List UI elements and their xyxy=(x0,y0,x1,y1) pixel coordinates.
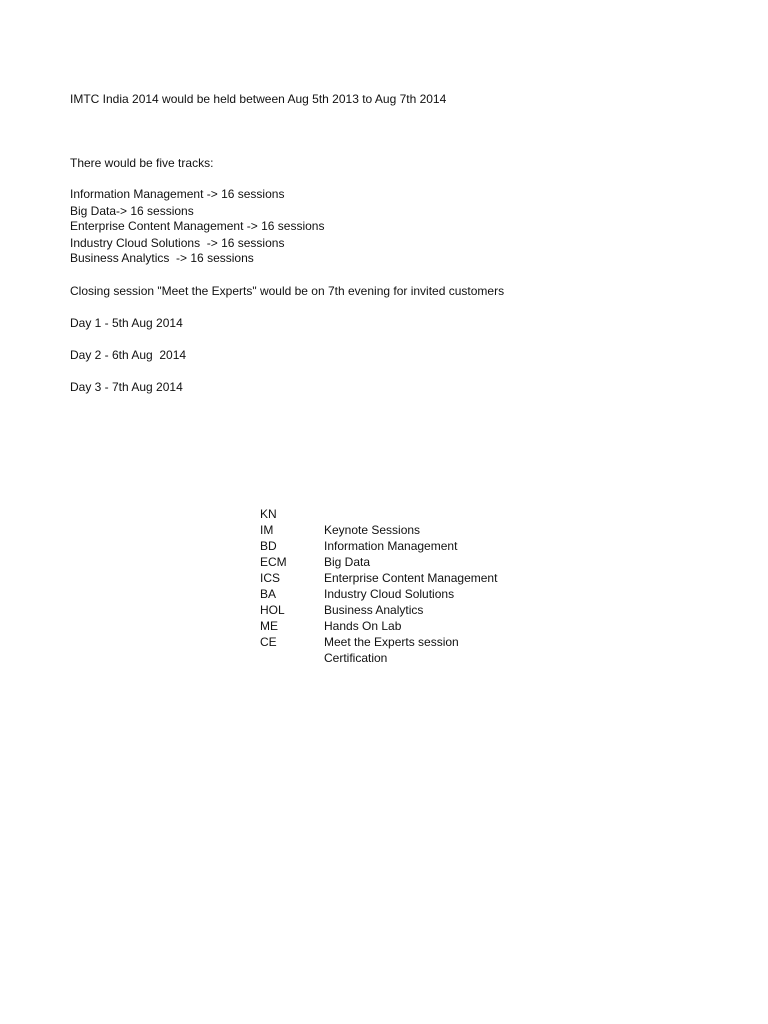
intro-text: IMTC India 2014 would be held between Aug 5th 2013 to Aug 7th 2014 xyxy=(70,92,447,106)
abbreviation-code: BA xyxy=(260,587,277,601)
track-item: Big Data-> 16 sessions xyxy=(70,204,194,218)
track-item: Information Management -> 16 sessions xyxy=(70,187,285,201)
abbreviation-code: ME xyxy=(260,619,278,633)
abbreviation-table xyxy=(260,490,498,665)
abbreviation-meaning: Information Management xyxy=(324,539,458,553)
abbreviation-meaning: Industry Cloud Solutions xyxy=(324,587,455,601)
abbreviation-code: ECM xyxy=(260,555,287,569)
abbreviation-meaning: Keynote Sessions xyxy=(324,523,421,537)
abbreviation-code: KN xyxy=(260,507,277,521)
abbreviation-meaning: Certification xyxy=(324,651,388,665)
abbreviation-code: CE xyxy=(260,635,277,649)
day-item: Day 3 - 7th Aug 2014 xyxy=(70,380,183,394)
abbreviation-meaning: Enterprise Content Management xyxy=(324,571,498,585)
day-item: Day 1 - 5th Aug 2014 xyxy=(70,316,183,330)
abbreviation-code: ICS xyxy=(260,571,281,585)
abbreviation-code: BD xyxy=(260,539,277,553)
tracks-heading: There would be five tracks: xyxy=(70,156,214,170)
track-item: Business Analytics -> 16 sessions xyxy=(70,251,254,265)
track-item: Enterprise Content Management -> 16 sessions xyxy=(70,219,325,233)
abbreviation-meaning: Meet the Experts session xyxy=(324,635,459,649)
day-item: Day 2 - 6th Aug 2014 xyxy=(70,348,187,362)
track-item: Industry Cloud Solutions -> 16 sessions xyxy=(70,236,285,250)
abbreviation-meaning: Business Analytics xyxy=(324,603,424,617)
abbreviation-meaning: Hands On Lab xyxy=(324,619,402,633)
abbreviation-code: IM xyxy=(260,523,274,537)
closing-session-text: Closing session "Meet the Experts" would be on 7th evening for invited customers xyxy=(70,284,505,298)
abbreviation-code: HOL xyxy=(260,603,285,617)
abbreviation-meaning: Big Data xyxy=(324,555,371,569)
